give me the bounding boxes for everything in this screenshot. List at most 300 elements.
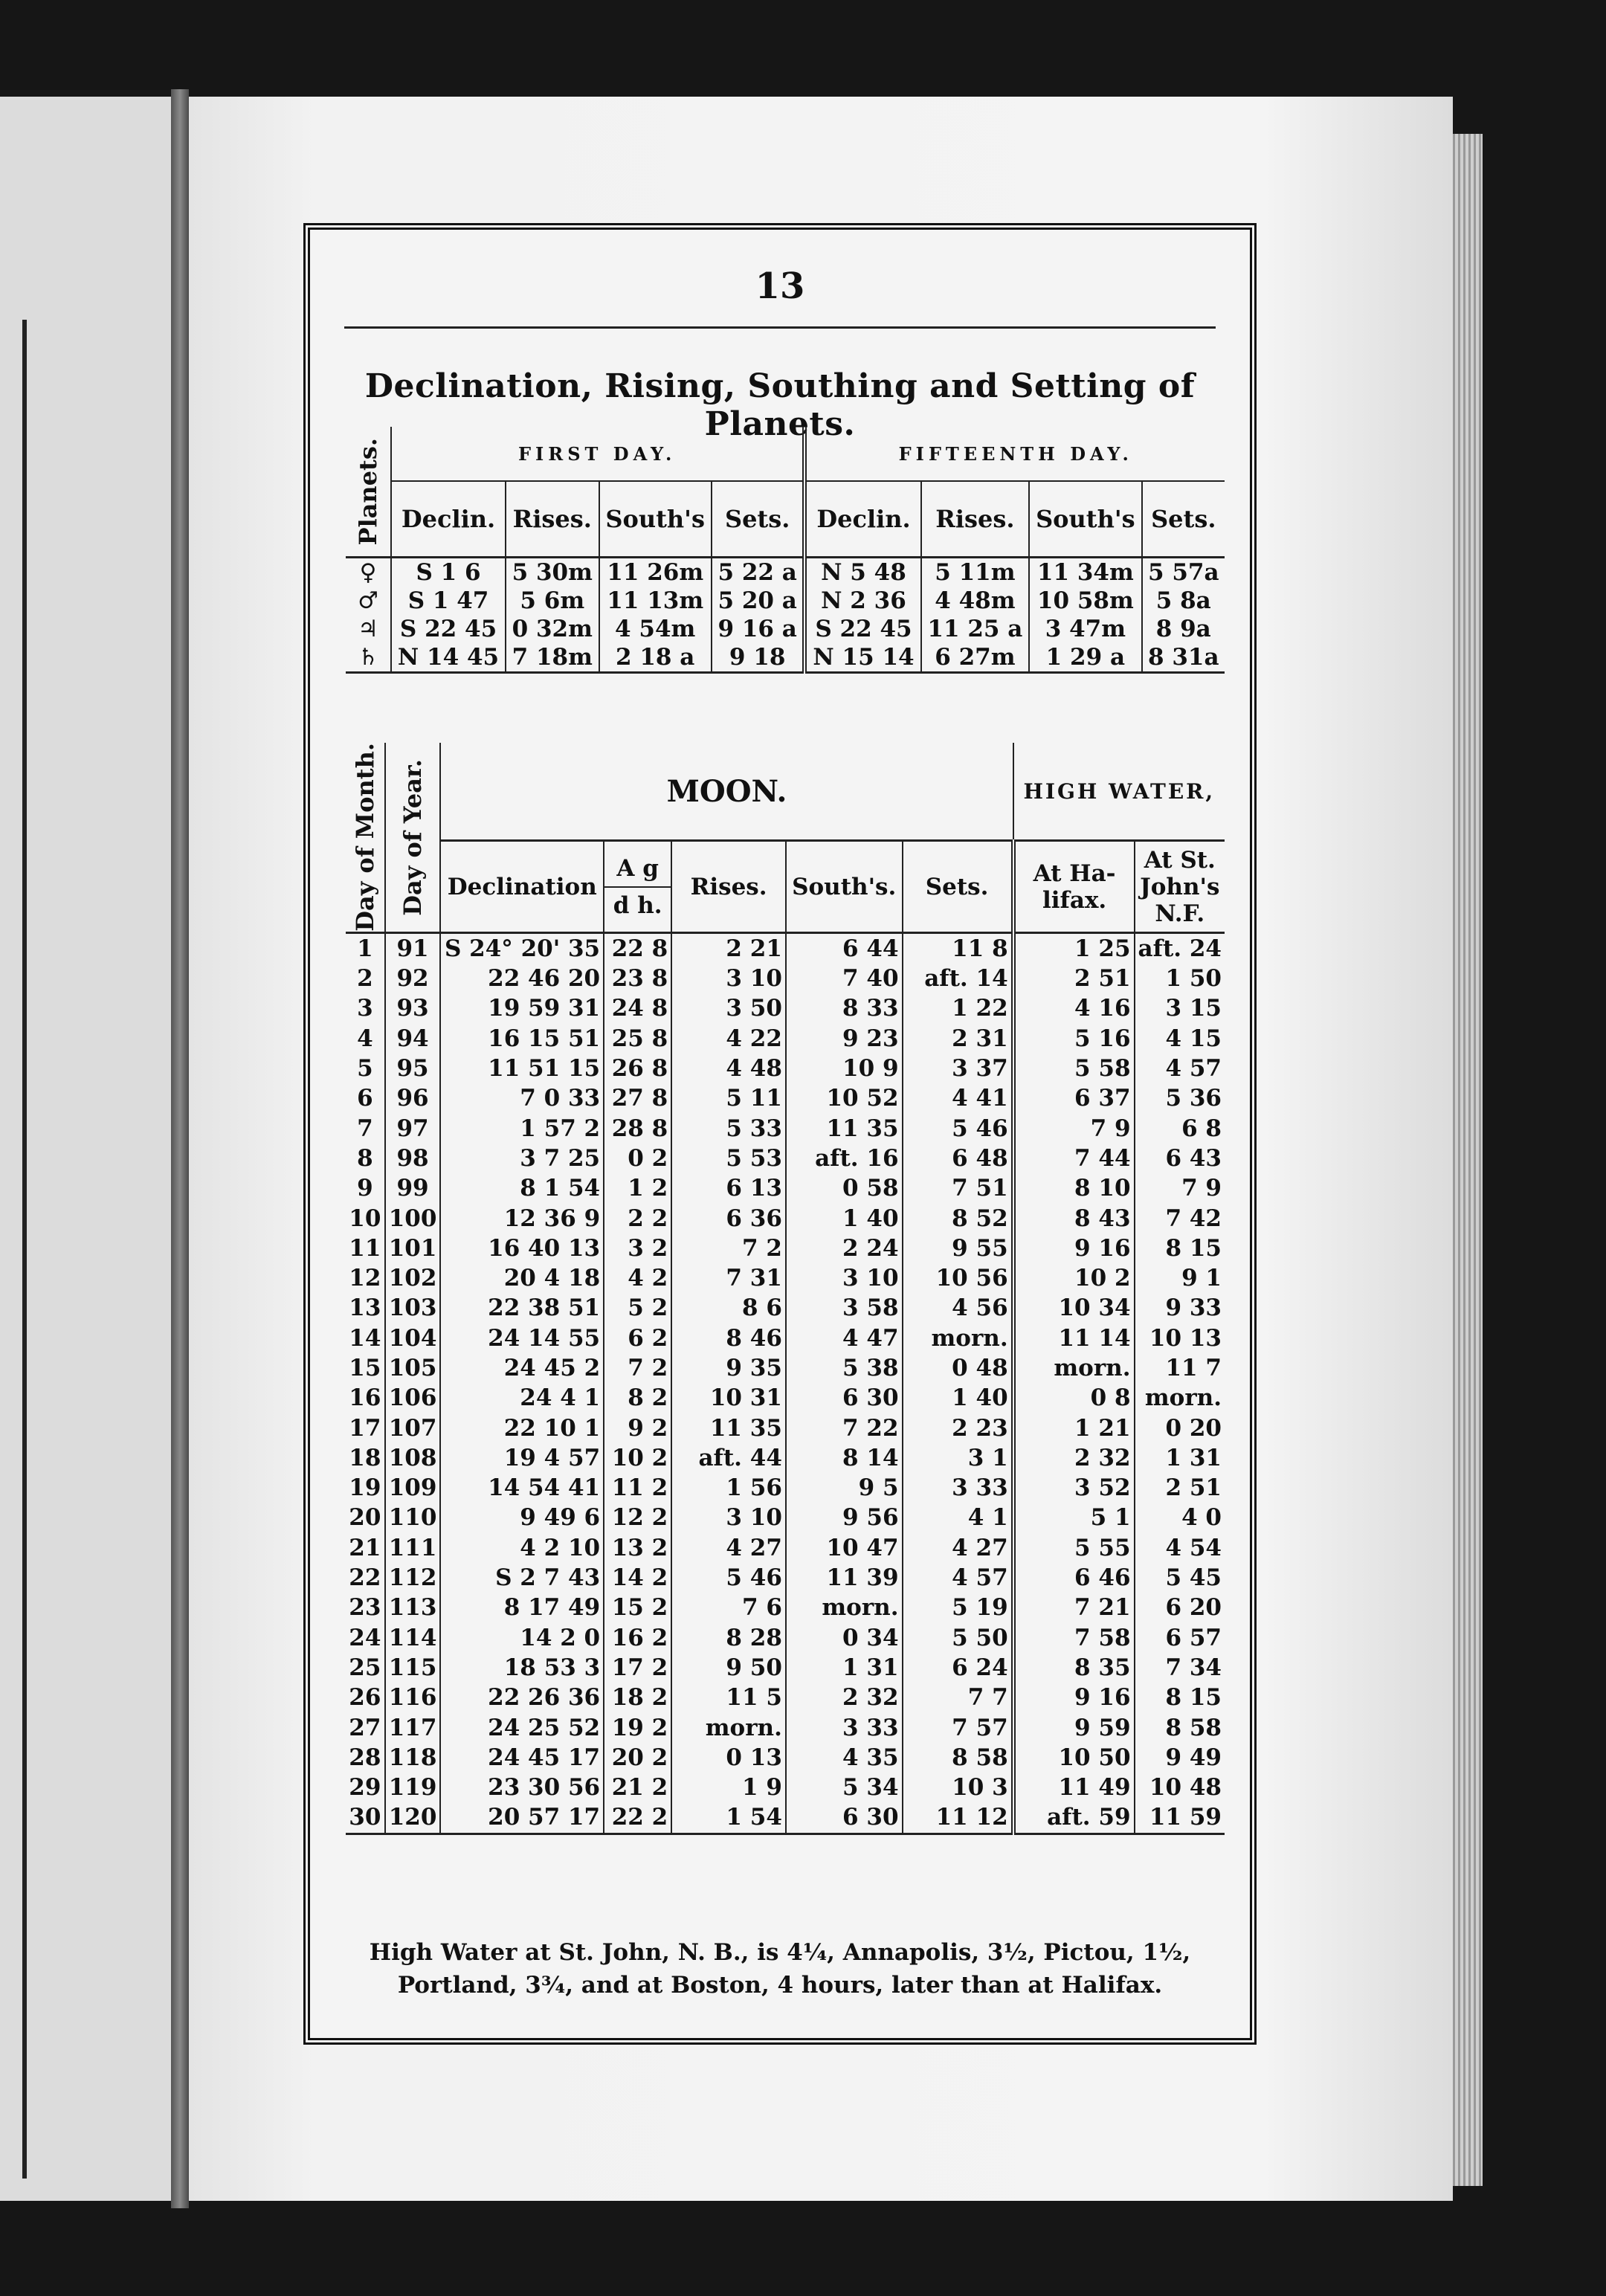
- moon-row: [346, 993, 1225, 1023]
- moon-row: [346, 1563, 1225, 1593]
- planet-cell: 5 20 a: [712, 587, 805, 615]
- moon-cell: 8 2: [604, 1383, 671, 1413]
- book-spine: [171, 89, 189, 2208]
- planet-cell: N 5 48: [804, 558, 920, 587]
- moon-cell: 20: [346, 1503, 385, 1532]
- moon-cell: 4 35: [786, 1743, 903, 1773]
- moon-cell: 5 36: [1165, 1085, 1222, 1112]
- moon-cell: 10 34: [1013, 1293, 1135, 1323]
- moon-cell: 5 11: [671, 1083, 786, 1113]
- planet-symbol-icon: ♄: [346, 643, 391, 673]
- moon-cell: 24 25 52: [440, 1712, 604, 1742]
- moon-cell: 11 35: [786, 1113, 903, 1143]
- moon-cell: morn.: [786, 1593, 903, 1622]
- moon-cell: 16 2: [604, 1623, 671, 1653]
- moon-cell: 8 58: [1165, 1714, 1222, 1741]
- planet-cell: 11 25 a: [921, 615, 1030, 643]
- planet-cell: 7 18m: [506, 643, 599, 673]
- moon-cell: 5 58: [1013, 1054, 1135, 1083]
- moon-cell: 96: [385, 1083, 441, 1113]
- moon-cell: 14: [346, 1323, 385, 1353]
- moon-cell: 19 4 57: [440, 1443, 604, 1473]
- col-moon-sets: Sets.: [903, 841, 1013, 932]
- moon-cell: 6 30: [786, 1383, 903, 1413]
- planet-cell: S 22 45: [391, 615, 506, 643]
- col-age: [604, 841, 671, 932]
- moon-cell: 13: [346, 1293, 385, 1323]
- moon-cell: 4 2: [604, 1263, 671, 1293]
- moon-cell: 4 56: [903, 1293, 1013, 1323]
- moon-cell: 23: [346, 1593, 385, 1622]
- moon-row: [346, 1263, 1225, 1293]
- col-stjohns: At St. John's N.F.: [1135, 841, 1225, 932]
- moon-row: [346, 1323, 1225, 1353]
- moon-cell: morn.: [1013, 1353, 1135, 1383]
- top-rule: [344, 326, 1216, 329]
- moon-cell: 109: [385, 1473, 441, 1503]
- col-declin-1: Declin.: [391, 481, 506, 558]
- moon-cell: 9 35: [671, 1353, 786, 1383]
- moon-cell: 5 2: [604, 1293, 671, 1323]
- moon-cell: 24 45 17: [440, 1743, 604, 1773]
- moon-cell: 8 10: [1013, 1173, 1135, 1203]
- moon-cell: 3 37: [903, 1054, 1013, 1083]
- planet-row: [346, 558, 1225, 587]
- planet-cell: 5 22 a: [712, 558, 805, 587]
- planet-cell: S 1 6: [391, 558, 506, 587]
- moon-cell: 25: [346, 1653, 385, 1683]
- moon-cell: 0 48: [903, 1353, 1013, 1383]
- moon-cell: 7 40: [786, 964, 903, 993]
- high-water-header: HIGH WATER,: [1013, 743, 1225, 841]
- moon-cell: 2 51: [1165, 1474, 1222, 1502]
- first-day-header: FIRST DAY.: [391, 427, 804, 481]
- moon-cell: 27 8: [604, 1083, 671, 1113]
- moon-cell: 8 46: [671, 1323, 786, 1353]
- planet-cell: 5 11m: [921, 558, 1030, 587]
- moon-cell: 10 56: [903, 1263, 1013, 1293]
- moon-cell: 16 15 51: [440, 1024, 604, 1054]
- moon-cell: 20 57 17: [440, 1802, 604, 1834]
- planet-cell: N 2 36: [804, 587, 920, 615]
- moon-cell: 0 8: [1013, 1383, 1135, 1413]
- moon-cell: 11 8: [903, 932, 1013, 964]
- moon-cell: 1 50: [1165, 965, 1222, 993]
- moon-cell: 5 1: [1013, 1503, 1135, 1532]
- moon-cell: 4 0: [1181, 1504, 1222, 1532]
- almanac-frame: [303, 223, 1257, 2045]
- moon-cell: 6 30: [786, 1802, 903, 1834]
- planet-cell: 6 27m: [921, 643, 1030, 673]
- moon-cell: 5 53: [671, 1144, 786, 1173]
- moon-cell: 4 27: [903, 1533, 1013, 1563]
- moon-row: [346, 1173, 1225, 1203]
- moon-cell: 19 59 31: [440, 993, 604, 1023]
- moon-cell: 16: [346, 1383, 385, 1413]
- moon-cell: 98: [385, 1144, 441, 1173]
- age-label-bottom: d h.: [613, 891, 662, 919]
- moon-cell: 95: [385, 1054, 441, 1083]
- moon-cell: 12 2: [604, 1503, 671, 1532]
- planet-cell: 11 34m: [1029, 558, 1141, 587]
- page-number: 13: [755, 265, 805, 307]
- moon-cell: 1 22: [903, 993, 1013, 1023]
- moon-cell: 7 51: [903, 1173, 1013, 1203]
- moon-cell: 1 40: [786, 1203, 903, 1233]
- moon-cell: 8 1 54: [440, 1173, 604, 1203]
- planet-cell: 8 9a: [1155, 616, 1211, 642]
- planet-cell: 2 18 a: [599, 643, 712, 673]
- moon-cell: 9 49 6: [440, 1503, 604, 1532]
- moon-cell: 4 54: [1165, 1534, 1222, 1561]
- fifteenth-day-header: FIFTEENTH DAY.: [804, 427, 1225, 481]
- moon-row: [346, 1712, 1225, 1742]
- moon-header: MOON.: [440, 743, 1013, 841]
- planet-row: [346, 587, 1225, 615]
- moon-cell: 9 16: [1013, 1234, 1135, 1263]
- planet-row: [346, 643, 1225, 673]
- moon-cell: 7 58: [1013, 1623, 1135, 1653]
- moon-cell: 0 2: [604, 1144, 671, 1173]
- planet-cell: 11 26m: [599, 558, 712, 587]
- moon-cell: S 24° 20' 35: [440, 932, 604, 964]
- moon-cell: 20 2: [604, 1743, 671, 1773]
- moon-cell: 11 51 15: [440, 1054, 604, 1083]
- moon-cell: 100: [385, 1203, 441, 1233]
- moon-cell: 10 9: [786, 1054, 903, 1083]
- moon-cell: 116: [385, 1683, 441, 1712]
- moon-cell: 5 50: [903, 1623, 1013, 1653]
- planet-cell: N 14 45: [391, 643, 506, 673]
- moon-cell: 1 2: [604, 1173, 671, 1203]
- planet-row: [346, 615, 1225, 643]
- moon-cell: 10 50: [1013, 1743, 1135, 1773]
- col-sets-15: Sets.: [1142, 481, 1225, 558]
- moon-cell: morn.: [903, 1323, 1013, 1353]
- moon-cell: 3 10: [786, 1263, 903, 1293]
- page-title: Declination, Rising, Southing and Setting of Planets.: [364, 367, 1196, 443]
- moon-cell: 9: [346, 1173, 385, 1203]
- moon-cell: 7 9: [1181, 1175, 1222, 1202]
- moon-cell: 4 2 10: [440, 1533, 604, 1563]
- moon-cell: 24 14 55: [440, 1323, 604, 1353]
- moon-cell: 21 2: [604, 1773, 671, 1802]
- moon-cell: 104: [385, 1323, 441, 1353]
- moon-cell: 9 23: [786, 1024, 903, 1054]
- moon-cell: 18: [346, 1443, 385, 1473]
- moon-cell: 2 31: [903, 1024, 1013, 1054]
- moon-cell: 14 2: [604, 1563, 671, 1593]
- moon-cell: 10 52: [786, 1083, 903, 1113]
- moon-row: [346, 1413, 1225, 1442]
- day-of-month-header: Day of Month.: [346, 743, 385, 932]
- moon-cell: 10 2: [604, 1443, 671, 1473]
- moon-cell: morn.: [671, 1712, 786, 1742]
- planet-cell: 5 30m: [506, 558, 599, 587]
- moon-cell: 11 14: [1013, 1323, 1135, 1353]
- moon-cell: 22 46 20: [440, 964, 604, 993]
- planet-cell: 11 13m: [599, 587, 712, 615]
- moon-cell: 6 13: [671, 1173, 786, 1203]
- moon-cell: 113: [385, 1593, 441, 1622]
- moon-row: [346, 1443, 1225, 1473]
- moon-cell: 22 8: [604, 932, 671, 964]
- col-declin-15: Declin.: [804, 481, 920, 558]
- moon-cell: 8 52: [903, 1203, 1013, 1233]
- col-souths-1: South's: [599, 481, 712, 558]
- planet-cell: 5 57a: [1147, 559, 1219, 586]
- moon-cell: 28 8: [604, 1113, 671, 1143]
- moon-cell: 28: [346, 1743, 385, 1773]
- moon-cell: 3 1: [903, 1443, 1013, 1473]
- col-declination: Declination: [440, 841, 604, 932]
- moon-cell: 3: [346, 993, 385, 1023]
- moon-cell: 103: [385, 1293, 441, 1323]
- moon-cell: 7 2: [604, 1353, 671, 1383]
- moon-cell: 5 45: [1165, 1564, 1222, 1592]
- moon-row: [346, 1802, 1225, 1834]
- moon-cell: 5 33: [671, 1113, 786, 1143]
- planet-cell: 4 48m: [921, 587, 1030, 615]
- day-of-year-header: Day of Year.: [385, 743, 441, 932]
- planet-symbol-icon: ♀: [346, 558, 391, 587]
- moon-cell: 110: [385, 1503, 441, 1532]
- moon-cell: 3 52: [1013, 1473, 1135, 1503]
- moon-cell: 99: [385, 1173, 441, 1203]
- moon-cell: 91: [385, 932, 441, 964]
- moon-cell: 26: [346, 1683, 385, 1712]
- moon-cell: 27: [346, 1712, 385, 1742]
- moon-cell: 11 12: [903, 1802, 1013, 1834]
- moon-cell: 11 2: [604, 1473, 671, 1503]
- moon-cell: 4 16: [1013, 993, 1135, 1023]
- moon-cell: 8 6: [671, 1293, 786, 1323]
- moon-cell: 119: [385, 1773, 441, 1802]
- moon-cell: 8 15: [1165, 1234, 1222, 1262]
- planet-cell: 0 32m: [506, 615, 599, 643]
- moon-cell: 26 8: [604, 1054, 671, 1083]
- moon-cell: 10: [346, 1203, 385, 1233]
- moon-cell: 2 32: [786, 1683, 903, 1712]
- col-rises-1: Rises.: [506, 481, 599, 558]
- moon-cell: 9 59: [1013, 1712, 1135, 1742]
- moon-cell: 1 31: [1165, 1444, 1222, 1471]
- moon-cell: 6: [346, 1083, 385, 1113]
- moon-cell: aft. 16: [786, 1144, 903, 1173]
- moon-cell: 18 2: [604, 1683, 671, 1712]
- page-edges: [1453, 134, 1483, 2186]
- moon-cell: 7 6: [671, 1593, 786, 1622]
- moon-cell: 6 24: [903, 1653, 1013, 1683]
- moon-row: [346, 1743, 1225, 1773]
- moon-cell: 2 23: [903, 1413, 1013, 1442]
- moon-cell: 29: [346, 1773, 385, 1802]
- moon-cell: 4 57: [903, 1563, 1013, 1593]
- moon-cell: 7 9: [1013, 1113, 1135, 1143]
- moon-cell: 6 43: [1165, 1144, 1222, 1172]
- col-souths-15: South's: [1029, 481, 1141, 558]
- moon-row: [346, 1473, 1225, 1503]
- moon-row: [346, 1293, 1225, 1323]
- moon-cell: 24: [346, 1623, 385, 1653]
- moon-cell: 10 2: [1013, 1263, 1135, 1293]
- moon-cell: 101: [385, 1234, 441, 1263]
- moon-cell: 5: [346, 1054, 385, 1083]
- high-water-footnote: [325, 1936, 1235, 2002]
- moon-cell: 4 15: [1165, 1025, 1222, 1052]
- moon-cell: 17: [346, 1413, 385, 1442]
- planet-cell: 1 29 a: [1029, 643, 1141, 673]
- moon-cell: 11 5: [671, 1683, 786, 1712]
- moon-cell: 102: [385, 1263, 441, 1293]
- moon-cell: 24 4 1: [440, 1383, 604, 1413]
- moon-cell: 9 16: [1013, 1683, 1135, 1712]
- moon-cell: 6 46: [1013, 1563, 1135, 1593]
- moon-cell: 10 48: [1149, 1774, 1222, 1802]
- moon-cell: 1 56: [671, 1473, 786, 1503]
- moon-cell: aft. 14: [903, 964, 1013, 993]
- moon-cell: 3 7 25: [440, 1144, 604, 1173]
- moon-cell: 4 1: [903, 1503, 1013, 1532]
- moon-cell: 8: [346, 1144, 385, 1173]
- planet-cell: 5 8a: [1155, 587, 1211, 614]
- moon-cell: 2 32: [1013, 1443, 1135, 1473]
- moon-cell: 3 2: [604, 1234, 671, 1263]
- moon-cell: 30: [346, 1802, 385, 1834]
- planet-symbol-icon: ♃: [346, 615, 391, 643]
- moon-row: [346, 1353, 1225, 1383]
- moon-cell: 23 30 56: [440, 1773, 604, 1802]
- moon-cell: 11: [346, 1234, 385, 1263]
- planet-cell: 9 18: [712, 643, 805, 673]
- moon-row: [346, 1593, 1225, 1622]
- moon-cell: 93: [385, 993, 441, 1023]
- moon-cell: 1 25: [1013, 932, 1135, 964]
- moon-cell: 115: [385, 1653, 441, 1683]
- planet-cell: 8 31a: [1142, 643, 1225, 673]
- moon-cell: 7 0 33: [440, 1083, 604, 1113]
- moon-cell: 6 2: [604, 1323, 671, 1353]
- moon-cell: 1 9: [671, 1773, 786, 1802]
- moon-cell: 3 15: [1165, 995, 1222, 1022]
- moon-cell: 3 33: [786, 1712, 903, 1742]
- planet-cell: 3 47m: [1029, 615, 1141, 643]
- moon-cell: 2: [346, 964, 385, 993]
- planets-column-header: Planets.: [346, 427, 391, 558]
- moon-row: [346, 932, 1225, 964]
- moon-cell: 24 8: [604, 993, 671, 1023]
- age-label-top: A g: [604, 855, 671, 888]
- col-sets-1: Sets.: [712, 481, 805, 558]
- moon-cell: 3 10: [671, 1503, 786, 1532]
- moon-cell: 7 31: [671, 1263, 786, 1293]
- moon-cell: 6 36: [671, 1203, 786, 1233]
- moon-cell: 17 2: [604, 1653, 671, 1683]
- moon-cell: 22 26 36: [440, 1683, 604, 1712]
- moon-cell: 4: [346, 1024, 385, 1054]
- moon-row: [346, 1653, 1225, 1683]
- moon-row: [346, 1083, 1225, 1113]
- planet-cell: 5 6m: [506, 587, 599, 615]
- moon-cell: 0 20: [1165, 1414, 1222, 1442]
- planet-cell: S 1 47: [391, 587, 506, 615]
- moon-cell: 8 58: [903, 1743, 1013, 1773]
- col-rises-15: Rises.: [921, 481, 1030, 558]
- planet-cell: N 15 14: [804, 643, 920, 673]
- left-page: [0, 97, 171, 2201]
- moon-cell: 6 37: [1013, 1083, 1135, 1113]
- moon-cell: 117: [385, 1712, 441, 1742]
- moon-cell: 1 40: [903, 1383, 1013, 1413]
- moon-cell: 5 16: [1013, 1024, 1135, 1054]
- moon-cell: 107: [385, 1413, 441, 1442]
- moon-cell: 3 58: [786, 1293, 903, 1323]
- col-moon-souths: South's.: [786, 841, 903, 932]
- moon-cell: 4 57: [1165, 1055, 1222, 1083]
- moon-cell: 16 40 13: [440, 1234, 604, 1263]
- moon-cell: 9 5: [786, 1473, 903, 1503]
- moon-cell: aft. 59: [1013, 1802, 1135, 1834]
- moon-cell: 7 44: [1013, 1144, 1135, 1173]
- moon-cell: 12 36 9: [440, 1203, 604, 1233]
- moon-cell: 118: [385, 1743, 441, 1773]
- moon-cell: 10 31: [671, 1383, 786, 1413]
- moon-cell: 14 54 41: [440, 1473, 604, 1503]
- left-page-border: [0, 320, 27, 2179]
- moon-cell: 1 54: [671, 1802, 786, 1834]
- moon-cell: morn.: [1144, 1384, 1222, 1412]
- moon-cell: 7 57: [903, 1712, 1013, 1742]
- moon-cell: 7 22: [786, 1413, 903, 1442]
- moon-cell: 8 35: [1013, 1653, 1135, 1683]
- moon-cell: 1 21: [1013, 1413, 1135, 1442]
- moon-cell: 19: [346, 1473, 385, 1503]
- moon-cell: 4 48: [671, 1054, 786, 1083]
- moon-cell: 15: [346, 1353, 385, 1383]
- moon-row: [346, 1234, 1225, 1263]
- moon-cell: 1: [346, 932, 385, 964]
- moon-cell: 2 21: [671, 932, 786, 964]
- moon-cell: 1 31: [786, 1653, 903, 1683]
- moon-cell: 22 10 1: [440, 1413, 604, 1442]
- moon-cell: 3 50: [671, 993, 786, 1023]
- moon-cell: 5 46: [903, 1113, 1013, 1143]
- moon-cell: 12: [346, 1263, 385, 1293]
- moon-cell: 4 47: [786, 1323, 903, 1353]
- moon-cell: 7: [346, 1113, 385, 1143]
- moon-cell: 108: [385, 1443, 441, 1473]
- planet-cell: S 22 45: [804, 615, 920, 643]
- moon-cell: 120: [385, 1802, 441, 1834]
- moon-cell: 5 19: [903, 1593, 1013, 1622]
- moon-cell: 22 38 51: [440, 1293, 604, 1323]
- moon-cell: 25 8: [604, 1024, 671, 1054]
- moon-cell: 1 57 2: [440, 1113, 604, 1143]
- moon-cell: 9 1: [1181, 1265, 1222, 1292]
- moon-table: [346, 743, 1225, 1835]
- moon-row: [346, 964, 1225, 993]
- moon-cell: 8 28: [671, 1623, 786, 1653]
- footnote-line-2: Portland, 3¾, and at Boston, 4 hours, later than at Halifax.: [397, 1972, 1163, 1999]
- moon-cell: S 2 7 43: [440, 1563, 604, 1593]
- moon-cell: 11 39: [786, 1563, 903, 1593]
- moon-cell: 111: [385, 1533, 441, 1563]
- moon-cell: 10 47: [786, 1533, 903, 1563]
- moon-row: [346, 1203, 1225, 1233]
- moon-cell: aft. 44: [671, 1443, 786, 1473]
- moon-cell: 8 43: [1013, 1203, 1135, 1233]
- moon-cell: 13 2: [604, 1533, 671, 1563]
